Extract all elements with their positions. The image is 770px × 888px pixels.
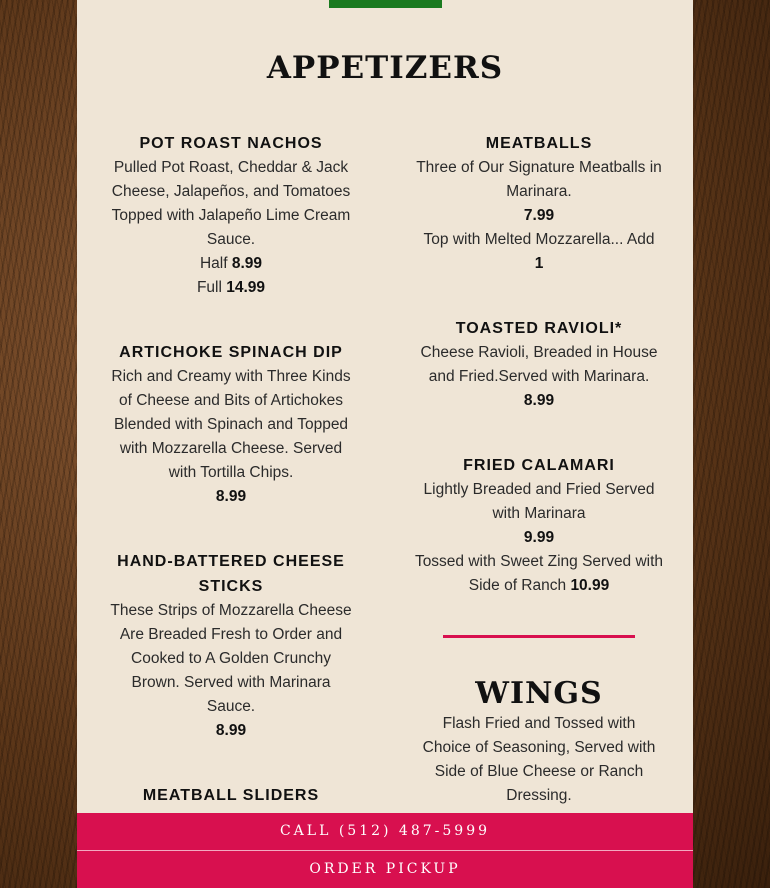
price-value: 8.99: [231, 255, 263, 272]
call-button[interactable]: CALL (512) 487-5999: [77, 813, 693, 850]
section-title: APPETIZERS: [266, 50, 504, 86]
item-description: These Strips of Mozzarella Cheese Are Breaded Fresh to Order and Cooked to A Golden Crunchy Brown. Served with Marinara Sauce.: [110, 602, 352, 715]
item-name: FRIED CALAMARI: [463, 457, 615, 474]
menu-item-fried-calamari: [414, 453, 664, 598]
item-description: Rich and Creamy with Three Kinds of Cheese and Bits of Artichokes Blended with Spinach and Topped with Mozzarella Cheese. Served with Tortilla Chips.: [111, 368, 351, 481]
top-nav-tab[interactable]: [329, 0, 442, 8]
menu-item-pot-roast-nachos: [106, 131, 356, 300]
item-price: 7.99: [523, 207, 555, 224]
section-divider: [443, 635, 635, 638]
item-description: Lightly Breaded and Fried Served with Marinara: [423, 481, 655, 522]
item-addon-price: 1: [534, 255, 544, 272]
item-addon: [414, 550, 664, 598]
item-name: POT ROAST NACHOS: [139, 135, 323, 152]
item-name: MEATBALL SLIDERS: [142, 787, 320, 804]
item-description: Pulled Pot Roast, Cheddar & Jack Cheese, Jalapeños, and Tomatoes Topped with Jalapeño Lime Cream Sauce.: [111, 159, 351, 248]
menu-item-artichoke-spinach-dip: [106, 340, 356, 509]
menu-item-cheese-sticks: [106, 549, 356, 743]
menu-item-toasted-ravioli: [414, 316, 664, 413]
item-description: Three of Our Signature Meatballs in Marinara.: [416, 159, 662, 200]
item-addon-price: 10.99: [570, 577, 610, 594]
price-label: Half: [199, 255, 228, 272]
item-price: 8.99: [523, 392, 555, 409]
item-addon-text: Top with Melted Mozzarella... Add: [423, 231, 655, 248]
item-name: MEATBALLS: [485, 135, 593, 152]
item-name: HAND-BATTERED CHEESE STICKS: [117, 553, 345, 595]
item-name: TOASTED RAVIOLI*: [455, 320, 623, 337]
price-value: 14.99: [226, 279, 266, 296]
price-label: Full: [196, 279, 222, 296]
item-price-half: [106, 252, 356, 276]
item-addon-text: Tossed with Sweet Zing Served with Side of Ranch: [414, 553, 664, 594]
wings-section-title: WINGS: [475, 676, 603, 711]
wings-description: Flash Fried and Tossed with Choice of Seasoning, Served with Side of Blue Cheese or Ranch Dressing.: [422, 715, 656, 804]
item-name: ARTICHOKE SPINACH DIP: [119, 344, 343, 361]
item-price: 8.99: [215, 488, 247, 505]
item-description: Cheese Ravioli, Breaded in House and Fried.Served with Marinara.: [420, 344, 658, 385]
item-price: 8.99: [215, 722, 247, 739]
item-price-full: [106, 276, 356, 300]
menu-item-meatball-sliders: [106, 783, 356, 808]
item-price: 9.99: [523, 529, 555, 546]
order-pickup-button[interactable]: ORDER PICKUP: [77, 851, 693, 888]
menu-item-meatballs: [414, 131, 664, 276]
